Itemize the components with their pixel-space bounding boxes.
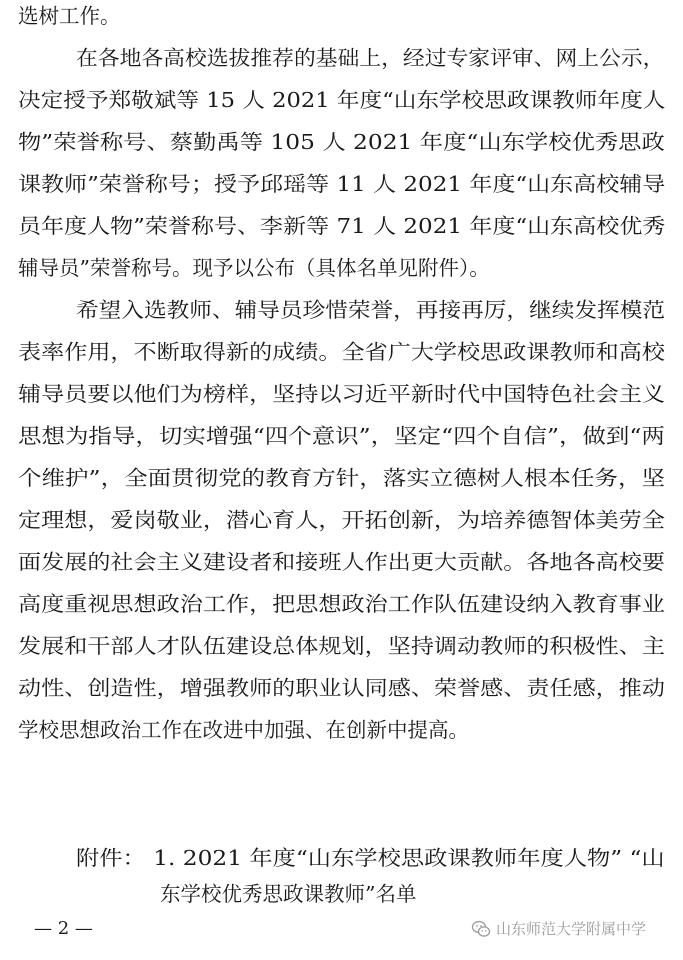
body-text-line: 辅导员”荣誉称号。现予以公布（具体名单见附件）。 <box>18 256 490 280</box>
wechat-icon <box>471 919 491 939</box>
attachment-line: 附件： 1. 2021 年度“山东学校思政课教师年度人物” “山 <box>76 846 665 870</box>
body-text-line: 动性、创造性，增强教师的职业认同感、荣誉感、责任感，推动 <box>18 676 665 700</box>
body-text-line: 课教师”荣誉称号；授予邱瑶等 11 人 2021 年度“山东高校辅导 <box>18 172 666 196</box>
body-text-line: 学校思想政治工作在改进中加强、在创新中提高。 <box>18 718 469 742</box>
body-text-line: 在各地各高校选拔推荐的基础上，经过专家评审、网上公示， <box>76 46 665 70</box>
body-text-line: 思想为指导，切实增强“四个意识”，坚定“四个自信”，做到“两 <box>18 424 665 448</box>
watermark <box>471 918 646 940</box>
body-text-line: 辅导员要以他们为榜样，坚持以习近平新时代中国特色社会主义 <box>18 382 665 406</box>
body-text-line: 面发展的社会主义建设者和接班人作出更大贡献。各地各高校要 <box>18 550 665 574</box>
page-number: — 2 — <box>34 918 93 939</box>
attachment-line: 东学校优秀思政课教师”名单 <box>160 882 417 906</box>
body-text-line: 高度重视思想政治工作，把思想政治工作队伍建设纳入教育事业 <box>18 592 665 616</box>
body-text-line: 发展和干部人才队伍建设总体规划，坚持调动教师的积极性、主 <box>18 634 665 658</box>
body-text-line: 选树工作。 <box>18 4 121 28</box>
body-text-line: 物”荣誉称号、蔡勤禹等 105 人 2021 年度“山东学校优秀思政 <box>18 130 665 154</box>
body-text-line: 员年度人物”荣誉称号、李新等 71 人 2021 年度“山东高校优秀 <box>18 214 666 238</box>
watermark-text: 山东师范大学附属中学 <box>496 920 647 938</box>
body-text-line: 表率作用，不断取得新的成绩。全省广大学校思政课教师和高校 <box>18 340 665 364</box>
body-text-line: 决定授予郑敬斌等 15 人 2021 年度“山东学校思政课教师年度人 <box>18 88 666 112</box>
body-text-line: 个维护”，全面贯彻党的教育方针，落实立德树人根本任务，坚 <box>18 466 665 490</box>
body-text-line: 希望入选教师、辅导员珍惜荣誉，再接再厉，继续发挥模范 <box>76 298 665 322</box>
body-text-line: 定理想，爱岗敬业，潜心育人，开拓创新，为培养德智体美劳全 <box>18 508 665 532</box>
